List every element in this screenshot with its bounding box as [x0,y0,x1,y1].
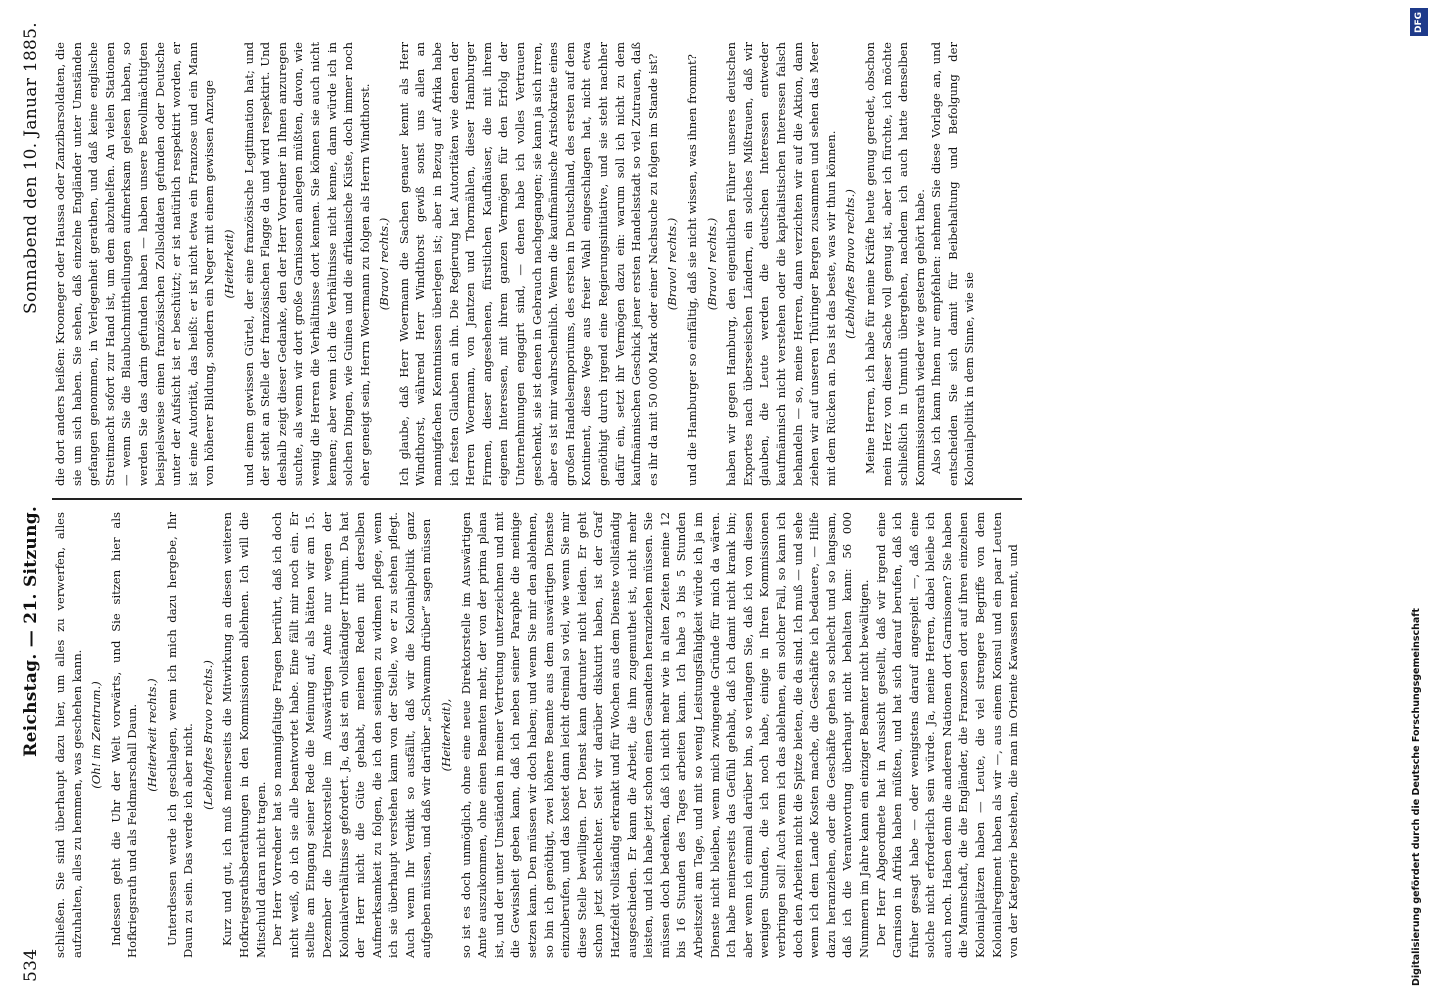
paragraph: Also ich kann Ihnen nur empfehlen: nehmen Sie diese Vorlage an, und entscheiden Sie sich damit für Beibehaltung und Befolgung der Kolonialpolitik in dem Sinne, wie sie [929,42,977,486]
paragraph: schließen. Sie sind überhaupt dazu hier, um alles zu verwerfen, alles aufzuhalten, alles zu hemmen, was geschehen kann. [53,512,84,958]
paragraph: und die Hamburger so einfältig, daß sie nicht wissen, was ihnen frommt? [684,54,699,486]
page-title: Reichstag. — 21. Sitzung. [21,505,41,757]
stage-direction: (Oh! im Zentrum.) [89,681,104,789]
paragraph: Indessen geht die Uhr der Welt vorwärts, und Sie sitzen hier als Hofkriegsrath und als Feldmarschall Daun. [108,512,140,958]
stage-direction: (Heiterkeit rechts.) [144,678,159,792]
paragraph: und einem gewissen Gürtel, der eine französische Legitimation hat; und der steht an Stelle der französischen Flagge da und wird respektirt. Und deshalb zeigt dieser Gedanke, den der Herr Vorredner in Ihnen anzuregen suchte, als wenn wir dort große Garnisonen anlegen müßten, davon, wie wenig die Herren die Verhältnisse dort kennen. Sie können sie auch nicht kennen; aber wenn ich die Verhältnisse nicht kenne, dann würde ich in solchen Dingen, wie Guinea und die afrikanische Küste, doch immer noch eher geneigt sein, Herrn Woermann zu folgen als Herrn Windthorst. [241,42,372,486]
paragraph: die dort anders heißen: Krooneger oder Haussa oder Zanzibarsoldaten, die sie um sich haben. Sie sehen, daß einzelne Engländer unter Umständen gefangen genommen, in Verlegenheit gerathen, und daß keine englische Streitmacht sofort zur Hand ist, um dem abzuhelfen. An vielen Stationen — wenn Sie die Blaubuchmittheilungen aufmerksam gelesen haben, so werden Sie das darin gefunden haben — haben unsere Bevollmächtigten beispielsweise einen französischen Zollsoldaten gefunden oder Deutsche unter der Aufsicht ist er beschützt; er ist natürlich respektirt worden, er ist eine Autorität, das heißt: er ist nicht etwa ein Franzose und ein Mann von höherer Bildung, sondern ein Neger mit einem gewissen Anzuge [53,42,217,486]
paragraph: Der Herr Abgeordnete hat in Aussicht gestellt, daß wir irgend eine Garnison in Afrika haben müßten, und hat sich darauf berufen, daß ich früher gesagt habe — oder wenigstens darauf angespielt —, daß eine solche nicht erforderlich sein würde. Ja, meine Herren, dabei bleibe ich auch noch. Haben denn die anderen Nationen dort Garnisonen? Sie haben die Mannschaft, die die Engländer, die Franzosen dort auf ihren einzelnen Kolonialplätzen haben — Leute, die viel strengere Begriffe von dem Kolonialregiment haben als wir —, aus einem Konsul und ein paar Leuten von der Kategorie bestehen, die man im Oriente Kawassen nennt, und [873,512,1021,958]
stage-direction: (Bravo! rechts.) [665,217,680,311]
page-number: 534 [21,948,41,982]
stage-direction: (Lebhaftes Bravo rechts.) [200,660,215,810]
paragraph: Kurz und gut, ich muß meinerseits die Mitwirkung an diesen weiteren Hofkriegsrathsberathungen in den Kommissionen ablehnen. Ich will die Mitschuld daran nicht tragen. [220,512,268,958]
dfg-note-text: Digitalisierung gefördert durch die Deutsche Forschungsgemeinschaft [1411,608,1422,986]
stage-direction: (Heiterkeit), [439,698,454,772]
page-date: Sonnabend den 10. Januar 1885. [21,22,41,315]
text-column-right [52,30,1022,500]
stage-direction: (Bravo! rechts.) [704,217,719,311]
paragraph: so ist es doch unmöglich, ohne eine neue Direktorstelle im Auswärtigen Amte auszukommen, ohne einen Beamten mehr, der von der prima plana ist, und der unter Umständen in meiner Vertretung unterzeichnen und mit die Gewissheit geben kann, daß ich neben seiner Paraphe die meinige setzen kann. Den müssen wir doch haben; und wenn Sie mir den ablehnen, so bin ich genöthigt, zwei höhere Beamte aus dem auswärtigen Dienste einzuberufen, und das kostet dann leicht dreimal so viel, wie wenn Sie mir diese Stelle bewilligen. Der Dienst kann darunter nicht leiden. Er geht schon jetzt schlechter. Seit wir darüber diskutirt haben, ist der Graf Hatzfeldt vollständig erkrankt und für Wochen aus dem Dienste vollständig ausgeschieden. Er kann die Arbeit, die ihm zugemuthet ist, nicht mehr leisten, und ich habe jetzt schon einen Gesandten heranziehen müssen. Sie müssen doch bedenken, daß ich nicht mehr wie in alten Zeiten meine 12 bis 16 Stunden des Tages arbeiten kann. Ich habe 3 bis 5 Stunden Arbeitszeit am Tage, und mit so wenig Leistungsfähigkeit würde ich ja im Dienste nicht bleiben, wenn mich zwingende Gründe für mich da wären. Ich habe meinerseits das Gefühl gehabt, daß ich damit nicht krank bin; aber wenn ich einmal darüber bin, so verlangen Sie, daß ich von diesen wenigen Stunden, die ich noch habe, einige in Ihren Kommissionen verbringen soll! Auch wenn ich das ablehnen, ein solcher Fall, so kann ich doch den Arbeiten nicht die Spitze bieten, die da sind. Ich muß — und sehe wenn ich dem Lande Kosten mache, die Geschäfte ich bedauere, — Hilfe dazu heranziehen, oder die Geschäfte gehen so schlecht und so langsam, daß ich die Verantwortung überhaupt nicht behalten kann: 56 000 Nummern im Jahre kann ein einziger Beamter nicht bewältigen. [458,512,871,958]
stage-direction: (Bravo! rechts.) [377,217,392,311]
paragraph: Der Herr Vorredner hat so mannigfaltige Fragen berührt, daß ich doch nicht weiß, ob ich sie alle beantwortet habe. Eine fällt mir noch ein. Er stellte am Eingang seiner Rede die Meinung auf, als hätten wir am 15. Dezember die Direktorstelle im Auswärtigen Amte nur wegen der Kolonialverhältnisse gefordert. Ja, das ist ein vollständiger Irrthum. Da hat der Herr nicht die Güte gehabt, meinen Reden mit derselben Aufmerksamkeit zu folgen, die ich den seinigen zu widmen pflege, wenn ich sie überhaupt verstehen kann von der Stelle, wo er zu stehen pflegt. Auch wenn Ihr Verdikt so ausfällt, daß wir die Kolonialpolitik ganz aufgeben müssen, und daß wir darüber „Schwamm drüber“ sagen müssen [270,512,434,958]
page-header [20,22,42,982]
paragraph: Unterdessen werde ich geschlagen, wenn ich mich dazu hergebe, Ihr Daun zu sein. Das werde ich aber nicht. [164,512,196,958]
stage-direction: (Lebhaftes Bravo rechts.) [843,189,858,339]
paragraph: Meine Herren, ich habe für meine Kräfte heute genug geredet, obschon mein Herz von dieser Sache voll genug ist, aber ich fürchte, ich möchte schließlich in Unmuth übergehen, nachdem ich auch hatte denselben Kommissionsrath wieder wie gestern gehört habe. [862,42,927,486]
paragraph: haben wir gegen Hamburg, den eigentlichen Führer unseres deutschen Exportes nach überseeischen Ländern, ein solches Mißtrauen, daß wir glauben, die Leute werden die deutschen Interessen entweder kaufmännisch nicht verstehen oder die kapitalistischen Interessen falsch behandeln — so, meine Herren, dann verzichten wir auf die Aktion, dann ziehen wir auf unseren Thüringer Bergen zusammen und sehen das Meer mit dem Rücken an. Das ist das beste, was wir thun können. [724,42,838,486]
dfg-logo: DFG [1410,8,1428,36]
text-columns [52,30,1022,970]
text-column-left [52,500,1022,970]
paragraph: Ich glaube, daß Herr Woermann die Sachen genauer kennt als Herr Windthorst, während Herr Windthorst gewiß sonst uns allen an mannigfachen Kenntnissen überlegen ist; aber in Bezug auf Afrika habe ich festen Glauben an ihn. Die Regierung hat Autoritäten wie denen der Herren Woermann, von Jantzen und Thormählen, dieser Hamburger Firmen, dieser angesehenen, fürstlichen Kaufhäuser, die mit ihrem eigenen Interessen, mit ihrem ganzen Vermögen für den Erfolg der Unternehmungen engagirt sind, — denen habe ich volles Vertrauen geschenkt, sie ist denen in Gebrauch nachgegangen; sie kann ja sich irren, aber es ist mir wahrscheinlich. Wenn die kaufmännische Aristokratie eines großen Handelsemporiums, des ersten in Deutschland, des ersten auf dem Kontinent, diese Wege aus freier Wahl eingeschlagen hat, nicht etwa genöthigt durch irgend eine Regierungsinitiative, und sie steht nachher dafür ein, setzt ihr Vermögen dazu ein: warum soll ich nicht zu dem kaufmännischen Geschick jener ersten Handelsstadt so viel Zutrauen, daß es ihr da mit 50 000 Mark oder einer Nachsuche zu folgen im Stande ist? [396,42,660,486]
dfg-sidebar [1408,6,1430,996]
stage-direction: (Heiterkeit) [221,229,236,299]
